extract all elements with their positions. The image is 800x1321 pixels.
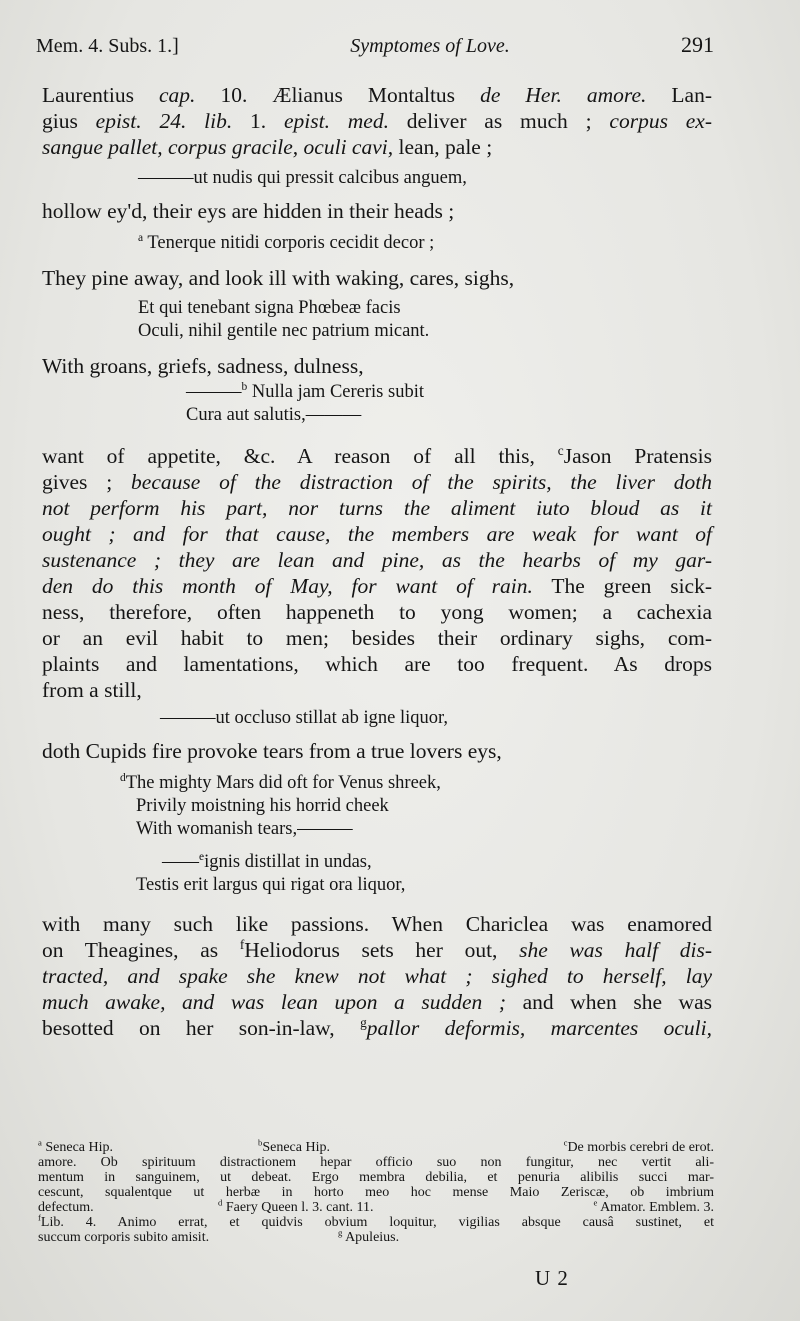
footnote-marker: g <box>338 1227 343 1238</box>
signature-mark: U 2 <box>535 1266 569 1290</box>
footnote-marker: g <box>360 1014 367 1030</box>
text-line <box>42 495 712 521</box>
text-run: ——— <box>186 382 242 402</box>
text-run: epist. 24. lib. <box>95 109 233 133</box>
text-line: doth Cupids fire provoke tears from a true lovers eys, <box>42 739 502 763</box>
footnote-f <box>38 1212 714 1230</box>
text-run: Amator. Emblem. 3. <box>597 1200 714 1215</box>
text-line: with many such like passions. When Chariclea was enamored <box>42 912 712 936</box>
text-run: den do this month of May, for want of rain. <box>42 574 533 598</box>
footnotes <box>38 1137 714 1245</box>
verse-line <box>120 772 712 795</box>
footnote-line: mentum in sanguinem, ut debeat. Ergo membra debilia, et penuria alibilis succi mar- <box>38 1170 714 1185</box>
text-line <box>42 469 712 495</box>
paragraph-7 <box>42 911 712 1041</box>
text-line <box>42 937 712 963</box>
text-run: succum corporis subito amisit. <box>38 1230 210 1245</box>
verse-line: With womanish tears,——— <box>136 819 353 839</box>
text-run: corpus ex- <box>609 109 712 133</box>
verse-line: Testis erit largus qui rigat ora liquor, <box>136 875 406 895</box>
text-line: or an evil habit to men; besides their ordinary sighs, com- <box>42 626 712 650</box>
running-head-section: Mem. 4. Subs. 1.] <box>36 35 179 57</box>
paragraph-2 <box>42 198 712 224</box>
verse-7 <box>42 851 712 897</box>
text-run: ought ; and for that cause, the members are weak for want of <box>42 522 712 546</box>
text-run: epist. med. <box>283 109 389 133</box>
text-run: De morbis cerebri de erot. <box>567 1140 714 1155</box>
footnote-line <box>38 1137 714 1155</box>
text-run: The mighty Mars did oft for Venus shreek, <box>125 773 441 793</box>
text-run: —— <box>162 852 199 872</box>
text-run: 1. <box>232 109 284 133</box>
text-line <box>42 108 712 134</box>
text-run: cap. <box>158 83 196 107</box>
footnote-marker: a <box>38 1137 42 1148</box>
text-run: lean, pale ; <box>393 135 493 159</box>
text-run: de Her. amore. <box>480 83 647 107</box>
text-run: Apuleius. <box>342 1230 400 1245</box>
footnote-a <box>38 1137 258 1155</box>
footnote-marker: f <box>239 936 245 952</box>
footnote-line: amore. Ob spirituum distractionem hepar officio suo non fungitur, nec vertit ali- <box>38 1155 714 1170</box>
footnote-marker: d <box>218 1197 223 1208</box>
footnote-line <box>38 1227 714 1245</box>
text-run: Tenerque nitidi corporis cecidit decor ; <box>147 233 435 253</box>
text-line: hollow ey'd, their eys are hidden in their heads ; <box>42 199 455 223</box>
text-line <box>42 989 712 1015</box>
text-run: defectum. <box>38 1200 94 1215</box>
text-line <box>42 547 712 573</box>
verse-line <box>138 232 712 255</box>
text-run: pallor deformis, marcentes oculi, <box>366 1016 712 1040</box>
footnote-marker: e <box>593 1197 598 1208</box>
text-line <box>42 134 712 160</box>
verse-2 <box>42 232 712 255</box>
verse-3 <box>42 297 712 343</box>
text-run: Nulla jam Cereris subit <box>247 382 424 402</box>
verse-6 <box>42 772 712 841</box>
text-line: from a still, <box>42 678 142 702</box>
verse-line: Oculi, nihil gentile nec patrium micant. <box>138 321 430 341</box>
text-run: deliver as much ; <box>388 109 610 133</box>
footnote-e <box>478 1197 714 1215</box>
text-line <box>42 573 712 599</box>
footnote-marker: b <box>258 1137 263 1148</box>
verse-line: Et qui tenebant signa Phœbeæ facis <box>138 298 401 318</box>
text-run: Lan- <box>646 83 712 107</box>
footnote-line: cescunt, squalentque ut herbæ in horto meo hoc mense Maio Zeriscæ, ob imbrium <box>38 1185 714 1200</box>
verse-line <box>162 851 712 874</box>
footnote-marker: b <box>241 380 248 393</box>
main-text <box>42 82 712 1041</box>
text-run: Seneca Hip. <box>262 1140 330 1155</box>
text-run: Jason Pratensis <box>563 444 712 468</box>
paragraph-4 <box>42 353 712 379</box>
text-line: With groans, griefs, sadness, dulness, <box>42 354 364 378</box>
footnote-marker: c <box>557 442 564 458</box>
text-run: Laurentius <box>42 83 159 107</box>
text-line <box>42 82 712 108</box>
text-run: because of the distraction of the spirits, the liver doth <box>131 470 712 494</box>
text-run: Lib. 4. Animo errat, et quidvis obvium loquitur, vigilias absque causâ sustinet, et <box>40 1215 714 1230</box>
verse-line: Privily moistning his horrid cheek <box>136 796 389 816</box>
verse-1 <box>42 167 712 190</box>
footnote-marker: e <box>199 850 205 863</box>
verse-line: ———ut occluso stillat ab igne liquor, <box>160 708 449 728</box>
verse-line: Cura aut salutis,——— <box>186 405 362 425</box>
text-line: ness, therefore, often happeneth to yong women; a cachexia <box>42 600 712 624</box>
verse-line: ———ut nudis qui pressit calcibus anguem, <box>138 168 467 188</box>
text-line: plaints and lamentations, which are too frequent. As drops <box>42 652 712 676</box>
text-run: and when she was <box>506 990 712 1014</box>
verse-5 <box>42 707 712 730</box>
paragraph-5 <box>42 443 712 703</box>
page-number: 291 <box>681 32 714 57</box>
text-run: 10. Ælianus Montaltus <box>195 83 481 107</box>
footnote-b <box>258 1137 468 1155</box>
text-run: Heliodorus sets her out, <box>244 938 520 962</box>
footnote-marker: d <box>120 771 126 784</box>
text-line <box>42 443 712 469</box>
footnote-marker: f <box>38 1212 41 1223</box>
text-run: tracted, and spake she knew not what ; sighed to herself, lay <box>42 964 712 988</box>
footnote-g <box>338 1227 400 1245</box>
text-run: on Theagines, as <box>42 938 240 962</box>
text-run: ignis distillat in undas, <box>204 852 372 872</box>
text-line <box>42 1015 712 1041</box>
text-run: much awake, and was lean upon a sudden ; <box>42 990 506 1014</box>
footnote-marker: a <box>138 231 144 244</box>
text-run: gius <box>42 109 96 133</box>
paragraph-1 <box>42 82 712 160</box>
text-run: sustenance ; they are lean and pine, as the hearbs of my gar- <box>42 548 712 572</box>
text-run: besotted on her son-in-law, <box>42 1016 361 1040</box>
text-line <box>42 963 712 989</box>
verse-line <box>186 381 712 404</box>
text-run: sangue pallet, corpus gracile, oculi cavi, <box>42 135 394 159</box>
footnote-d <box>218 1197 478 1215</box>
footnote-marker: c <box>563 1137 568 1148</box>
text-run: Seneca Hip. <box>41 1140 114 1155</box>
paragraph-6 <box>42 738 712 764</box>
running-head <box>36 32 714 62</box>
text-line <box>42 521 712 547</box>
paragraph-3 <box>42 265 712 291</box>
verse-4 <box>42 381 712 427</box>
footnote-c <box>468 1137 714 1155</box>
text-run: want of appetite, &c. A reason of all this, <box>42 444 558 468</box>
text-run: The green sick- <box>532 574 712 598</box>
text-run: not perform his part, nor turns the aliment iuto bloud as it <box>42 496 712 520</box>
text-run: gives ; <box>42 470 132 494</box>
text-run: Faery Queen l. 3. cant. 11. <box>222 1200 374 1215</box>
text-run: she was half dis- <box>519 938 712 962</box>
footnote-line <box>38 1197 714 1215</box>
text-line: They pine away, and look ill with waking, cares, sighs, <box>42 266 515 290</box>
running-head-title: Symptomes of Love. <box>350 35 510 57</box>
